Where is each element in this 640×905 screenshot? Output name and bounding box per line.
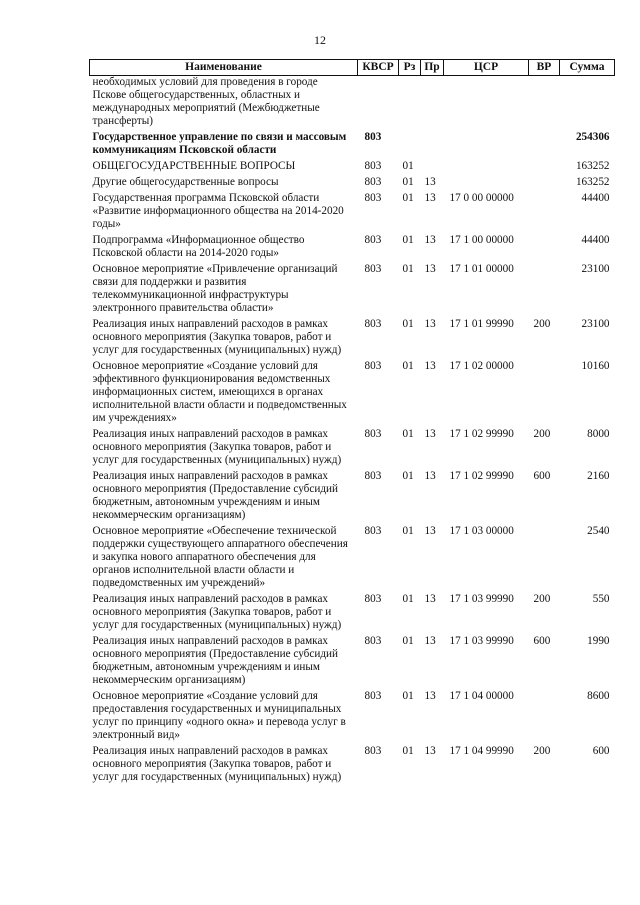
row-pr-cell	[421, 157, 444, 173]
row-csr-cell: 17 0 00 00000	[449, 192, 514, 204]
row-vr-cell	[529, 76, 560, 129]
table-row	[90, 467, 615, 522]
row-name-cell: Основное мероприятие «Создание условий для предоставления государственных и муниципальных услуг по принципу «одного окна» и перевода услуг в электронный вид»	[92, 690, 346, 741]
row-csr-cell: 17 1 02 99990	[449, 428, 514, 440]
row-kvsr-cell: 803	[364, 745, 382, 757]
row-sum-cell: 2160	[587, 470, 610, 482]
row-sum-cell: 600	[592, 745, 610, 757]
row-vr-cell	[529, 522, 560, 590]
row-csr-cell: 17 1 01 99990	[449, 318, 514, 330]
row-sum-cell: 23100	[581, 263, 610, 275]
row-sum-cell: 2540	[587, 525, 610, 537]
row-kvsr-cell: 803	[364, 360, 382, 372]
table-row	[90, 590, 615, 632]
row-name-cell: Реализация иных направлений расходов в рамках основного мероприятия (Закупка товаров, работ и услуг для государственных (муниципальных) нужд)	[92, 745, 342, 783]
row-kvsr-cell: 803	[364, 470, 382, 482]
row-vr-cell	[529, 189, 560, 231]
row-kvsr-cell: 803	[364, 690, 382, 702]
row-name-cell: Государственная программа Псковской области «Развитие информационного общества на 2014-2020 годы»	[92, 192, 344, 230]
row-rz-cell	[399, 128, 421, 157]
row-name-cell: Реализация иных направлений расходов в рамках основного мероприятия (Закупка товаров, работ и услуг для государственных (муниципальных) нужд)	[92, 318, 342, 356]
row-csr-cell: 17 1 02 99990	[449, 470, 514, 482]
row-kvsr-cell: 803	[364, 428, 382, 440]
table-row	[90, 315, 615, 357]
column-header-kvsr: КВСР	[358, 60, 399, 76]
row-rz-cell: 01	[402, 470, 414, 482]
table-row	[90, 357, 615, 425]
row-vr-cell: 600	[533, 470, 551, 482]
row-kvsr-cell: 803	[364, 176, 382, 188]
column-header-vr: ВР	[529, 60, 560, 76]
row-rz-cell: 01	[402, 234, 414, 246]
row-csr-cell: 17 1 02 00000	[449, 360, 514, 372]
row-pr-cell	[421, 128, 444, 157]
row-sum-cell: 44400	[581, 192, 610, 204]
row-rz-cell	[399, 76, 421, 129]
row-pr-cell: 13	[424, 192, 436, 204]
row-rz-cell: 01	[402, 160, 414, 172]
row-name-cell: Другие общегосударственные вопросы	[92, 176, 279, 188]
row-name-cell: Основное мероприятие «Привлечение организаций связи для поддержки и развития телекоммуникационной инфраструктуры электронного правительства области»	[92, 263, 338, 314]
row-kvsr-cell: 803	[364, 525, 382, 537]
row-csr-cell	[444, 128, 529, 157]
row-sum-cell: 550	[592, 593, 610, 605]
row-kvsr-cell: 803	[364, 131, 382, 143]
row-name-cell: Реализация иных направлений расходов в рамках основного мероприятия (Предоставление субсидий бюджетным, автономным учреждениям и иным некоммерческим организациям)	[92, 635, 338, 686]
row-kvsr-cell: 803	[364, 635, 382, 647]
row-name-cell: ОБЩЕГОСУДАРСТВЕННЫЕ ВОПРОСЫ	[92, 160, 296, 172]
row-vr-cell	[529, 157, 560, 173]
row-sum-cell: 44400	[581, 234, 610, 246]
row-pr-cell: 13	[424, 593, 436, 605]
row-vr-cell: 200	[533, 428, 551, 440]
row-csr-cell: 17 1 04 00000	[449, 690, 514, 702]
row-csr-cell	[444, 76, 529, 129]
row-csr-cell: 17 1 01 00000	[449, 263, 514, 275]
row-pr-cell: 13	[424, 525, 436, 537]
row-kvsr-cell: 803	[364, 318, 382, 330]
row-kvsr-cell	[358, 76, 399, 129]
column-header-sum: Сумма	[560, 60, 615, 76]
row-sum-cell: 163252	[575, 176, 610, 188]
row-kvsr-cell: 803	[364, 160, 382, 172]
row-name-cell: Государственное управление по связи и массовым коммуникациям Псковской области	[92, 131, 347, 156]
table-row	[90, 632, 615, 687]
row-name-cell: Реализация иных направлений расходов в рамках основного мероприятия (Закупка товаров, работ и услуг для государственных (муниципальных) нужд)	[92, 428, 342, 466]
row-pr-cell: 13	[424, 745, 436, 757]
row-name-cell: необходимых условий для проведения в городе Пскове общегосударственных, областных и международных мероприятий (Межбюджетные трансферты)	[92, 76, 320, 127]
row-sum-cell: 254306	[575, 131, 610, 143]
row-rz-cell: 01	[402, 525, 414, 537]
row-sum-cell: 8000	[587, 428, 610, 440]
table-row	[90, 425, 615, 467]
row-vr-cell: 200	[533, 745, 551, 757]
row-vr-cell	[529, 260, 560, 315]
row-pr-cell: 13	[424, 635, 436, 647]
table-row	[90, 742, 615, 784]
row-sum-cell: 10160	[581, 360, 610, 372]
row-rz-cell: 01	[402, 176, 414, 188]
row-sum-cell	[560, 76, 615, 129]
row-pr-cell: 13	[424, 428, 436, 440]
table-row	[90, 173, 615, 189]
row-kvsr-cell: 803	[364, 263, 382, 275]
row-rz-cell: 01	[402, 690, 414, 702]
row-rz-cell: 01	[402, 745, 414, 757]
row-csr-cell: 17 1 03 99990	[449, 635, 514, 647]
table-row	[90, 157, 615, 173]
table-row	[90, 260, 615, 315]
row-vr-cell: 200	[533, 318, 551, 330]
column-header-rz: Рз	[399, 60, 421, 76]
row-sum-cell: 8600	[587, 690, 610, 702]
row-vr-cell	[529, 173, 560, 189]
column-header-name: Наименование	[90, 60, 358, 76]
row-pr-cell: 13	[424, 470, 436, 482]
row-csr-cell: 17 1 03 00000	[449, 525, 514, 537]
row-rz-cell: 01	[402, 263, 414, 275]
page-number: 12	[314, 33, 326, 47]
row-rz-cell: 01	[402, 360, 414, 372]
row-rz-cell: 01	[402, 428, 414, 440]
row-sum-cell: 163252	[575, 160, 610, 172]
row-name-cell: Основное мероприятие «Обеспечение технической поддержки существующего аппаратного обеспечения и закупка нового аппаратного обеспечения для органов исполнительной власти области и подведомственных им учреждений»	[92, 525, 348, 589]
row-rz-cell: 01	[402, 593, 414, 605]
row-pr-cell: 13	[424, 318, 436, 330]
budget-table	[89, 59, 615, 784]
row-csr-cell: 17 1 04 99990	[449, 745, 514, 757]
table-row	[90, 687, 615, 742]
row-name-cell: Реализация иных направлений расходов в рамках основного мероприятия (Закупка товаров, работ и услуг для государственных (муниципальных) нужд)	[92, 593, 342, 631]
table-row	[90, 522, 615, 590]
row-vr-cell: 200	[533, 593, 551, 605]
column-header-csr: ЦСР	[444, 60, 529, 76]
table-row	[90, 231, 615, 260]
row-kvsr-cell: 803	[364, 192, 382, 204]
row-name-cell: Основное мероприятие «Создание условий для эффективного функционирования ведомственных информационных систем, имеющихся в органах исполнительной власти области и подведомственных им учреждениях»	[92, 360, 347, 424]
row-vr-cell: 600	[533, 635, 551, 647]
row-name-cell: Реализация иных направлений расходов в рамках основного мероприятия (Предоставление субсидий бюджетным, автономным учреждениям и иным некоммерческим организациям)	[92, 470, 338, 521]
row-pr-cell: 13	[424, 234, 436, 246]
table-header	[90, 60, 615, 76]
row-sum-cell: 1990	[587, 635, 610, 647]
row-rz-cell: 01	[402, 192, 414, 204]
row-csr-cell: 17 1 03 99990	[449, 593, 514, 605]
row-sum-cell: 23100	[581, 318, 610, 330]
row-pr-cell: 13	[424, 360, 436, 372]
row-pr-cell: 13	[424, 263, 436, 275]
row-name-cell: Подпрограмма «Информационное общество Псковской области на 2014-2020 годы»	[92, 234, 305, 259]
row-kvsr-cell: 803	[364, 234, 382, 246]
table-row	[90, 128, 615, 157]
table-row	[90, 76, 615, 129]
row-vr-cell	[529, 128, 560, 157]
table-row	[90, 189, 615, 231]
row-rz-cell: 01	[402, 635, 414, 647]
row-csr-cell	[444, 173, 529, 189]
table-body	[90, 76, 615, 785]
row-vr-cell	[529, 231, 560, 260]
row-pr-cell	[421, 76, 444, 129]
row-csr-cell	[444, 157, 529, 173]
row-rz-cell: 01	[402, 318, 414, 330]
row-vr-cell	[529, 357, 560, 425]
row-pr-cell: 13	[424, 690, 436, 702]
column-header-pr: Пр	[421, 60, 444, 76]
row-kvsr-cell: 803	[364, 593, 382, 605]
row-pr-cell: 13	[424, 176, 436, 188]
row-csr-cell: 17 1 00 00000	[449, 234, 514, 246]
row-vr-cell	[529, 687, 560, 742]
